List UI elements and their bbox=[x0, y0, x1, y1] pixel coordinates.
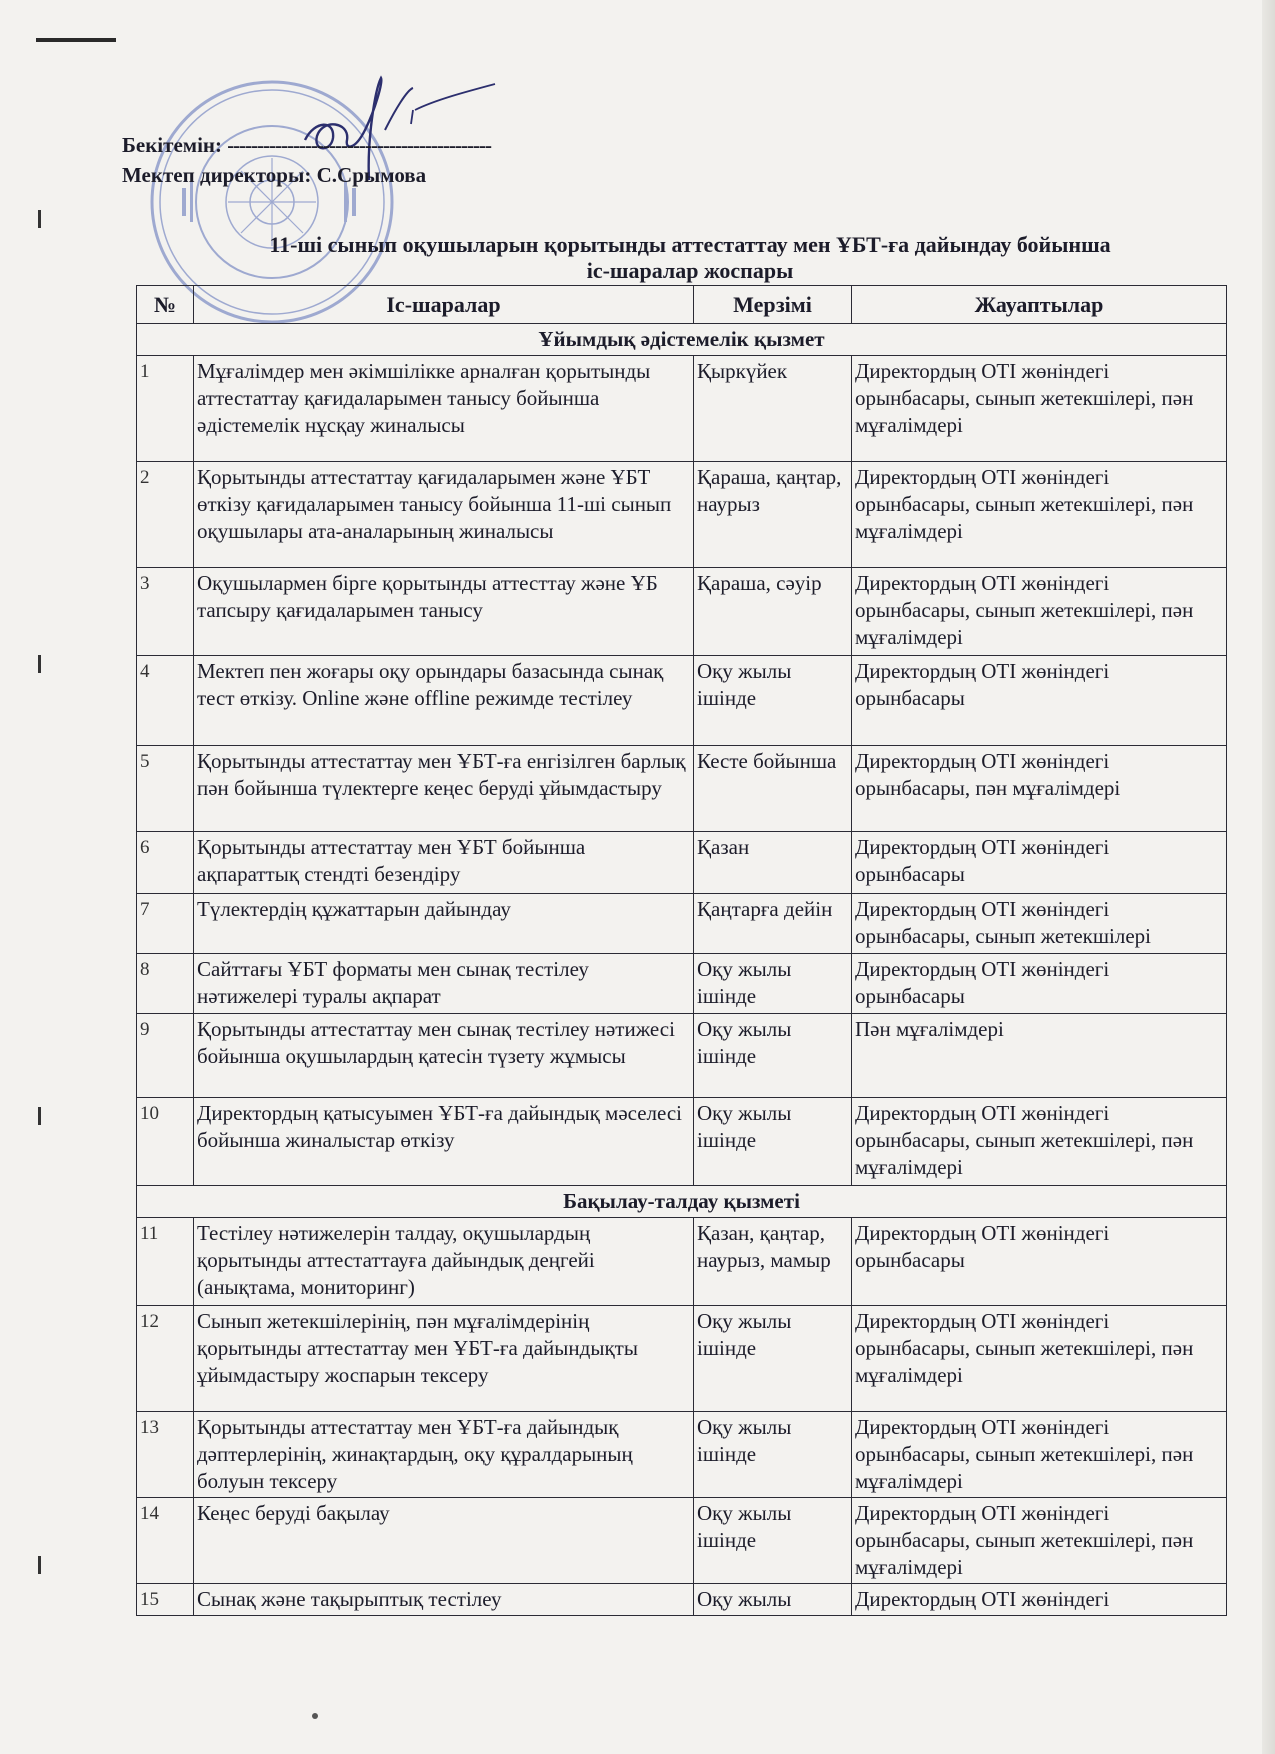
row-responsible: Директордың ОТІ жөніндегі орынбасары bbox=[852, 954, 1227, 1014]
row-number: 11 bbox=[137, 1218, 194, 1306]
signature-line: -------------------------------------------- bbox=[227, 133, 491, 157]
row-activity: Кеңес беруді бақылау bbox=[194, 1498, 694, 1584]
row-deadline: Оқу жылы ішінде bbox=[694, 1014, 852, 1098]
row-number: 7 bbox=[137, 894, 194, 954]
row-deadline: Оқу жылы ішінде bbox=[694, 1498, 852, 1584]
scan-margin-mark bbox=[38, 655, 41, 673]
row-responsible: Директордың ОТІ жөніндегі орынбасары, сынып жетекшілері, пән мұғалімдері bbox=[852, 1412, 1227, 1498]
table-row bbox=[137, 462, 1227, 568]
row-deadline: Қазан bbox=[694, 832, 852, 894]
title-line-2: іс-шаралар жоспары bbox=[586, 258, 794, 283]
row-deadline: Кесте бойынша bbox=[694, 746, 852, 832]
row-number: 2 bbox=[137, 462, 194, 568]
table-row bbox=[137, 1498, 1227, 1584]
row-number: 5 bbox=[137, 746, 194, 832]
row-number: 3 bbox=[137, 568, 194, 656]
table-row bbox=[137, 568, 1227, 656]
row-number: 1 bbox=[137, 356, 194, 462]
row-activity: Тестілеу нәтижелерін талдау, оқушылардың қорытынды аттестаттауға дайындық деңгейі (анықтама, мониторинг) bbox=[194, 1218, 694, 1306]
row-responsible: Директордың ОТІ жөніндегі орынбасары bbox=[852, 832, 1227, 894]
row-activity: Директордың қатысуымен ҰБТ-ға дайындық мәселесі бойынша жиналыстар өткізу bbox=[194, 1098, 694, 1186]
row-number: 10 bbox=[137, 1098, 194, 1186]
table-row bbox=[137, 1014, 1227, 1098]
row-number: 14 bbox=[137, 1498, 194, 1584]
table-row bbox=[137, 832, 1227, 894]
row-responsible: Директордың ОТІ жөніндегі bbox=[852, 1584, 1227, 1616]
row-number: 15 bbox=[137, 1584, 194, 1616]
row-number: 4 bbox=[137, 656, 194, 746]
row-deadline: Қараша, сәуір bbox=[694, 568, 852, 656]
row-deadline: Оқу жылы ішінде bbox=[694, 954, 852, 1014]
table-row bbox=[137, 1218, 1227, 1306]
table-row bbox=[137, 1412, 1227, 1498]
header-activities: Іс-шаралар bbox=[194, 286, 694, 324]
row-deadline: Оқу жылы ішінде bbox=[694, 1098, 852, 1186]
page-edge-shadow bbox=[1262, 0, 1275, 1754]
row-responsible: Пән мұғалімдері bbox=[852, 1014, 1227, 1098]
row-activity: Мұғалімдер мен әкімшілікке арналған қорытынды аттестаттау қағидаларымен танысу бойынша әдістемелік нұсқау жиналысы bbox=[194, 356, 694, 462]
approval-block bbox=[122, 130, 491, 190]
row-deadline: Қазан, қаңтар, наурыз, мамыр bbox=[694, 1218, 852, 1306]
row-deadline: Оқу жылы ішінде bbox=[694, 656, 852, 746]
section-title: Бақылау-талдау қызметі bbox=[137, 1186, 1227, 1218]
row-responsible: Директордың ОТІ жөніндегі орынбасары, сынып жетекшілері, пән мұғалімдері bbox=[852, 1306, 1227, 1412]
row-responsible: Директордың ОТІ жөніндегі орынбасары, сынып жетекшілері, пән мұғалімдері bbox=[852, 1098, 1227, 1186]
plan-table bbox=[136, 285, 1227, 1616]
title-line-1: 11-ші сынып оқушыларын қорытынды аттестаттау мен ҰБТ-ға дайындау бойынша bbox=[269, 232, 1111, 257]
scan-margin-mark bbox=[38, 1556, 41, 1574]
scan-dot bbox=[312, 1713, 318, 1719]
row-responsible: Директордың ОТІ жөніндегі орынбасары, сынып жетекшілері, пән мұғалімдері bbox=[852, 1498, 1227, 1584]
table-row bbox=[137, 1306, 1227, 1412]
row-activity: Түлектердің құжаттарын дайындау bbox=[194, 894, 694, 954]
table-row bbox=[137, 954, 1227, 1014]
section-title: Ұйымдық әдістемелік қызмет bbox=[137, 324, 1227, 356]
header-deadline: Мерзімі bbox=[694, 286, 852, 324]
row-responsible: Директордың ОТІ жөніндегі орынбасары, сынып жетекшілері, пән мұғалімдері bbox=[852, 356, 1227, 462]
table-row bbox=[137, 894, 1227, 954]
table-row bbox=[137, 656, 1227, 746]
row-number: 13 bbox=[137, 1412, 194, 1498]
approved-label: Бекітемін: bbox=[122, 133, 223, 157]
row-deadline: Қаңтарға дейін bbox=[694, 894, 852, 954]
row-number: 6 bbox=[137, 832, 194, 894]
header-number: № bbox=[137, 286, 194, 324]
row-activity: Қорытынды аттестаттау мен сынақ тестілеу нәтижесі бойынша оқушылардың қатесін түзету жұмысы bbox=[194, 1014, 694, 1098]
row-responsible: Директордың ОТІ жөніндегі орынбасары, сынып жетекшілері bbox=[852, 894, 1227, 954]
scan-margin-mark bbox=[38, 210, 41, 228]
row-activity: Қорытынды аттестаттау мен ҰБТ-ға енгізілген барлық пән бойынша түлектерге кеңес беруді ұйымдастыру bbox=[194, 746, 694, 832]
table-header-row bbox=[137, 286, 1227, 324]
table-row bbox=[137, 746, 1227, 832]
row-deadline: Қараша, қаңтар, наурыз bbox=[694, 462, 852, 568]
row-activity: Оқушылармен бірге қорытынды аттесттау және ҰБ тапсыру қағидаларымен танысу bbox=[194, 568, 694, 656]
document-title bbox=[190, 232, 1190, 284]
row-number: 12 bbox=[137, 1306, 194, 1412]
director-label: Мектеп директоры: bbox=[122, 163, 312, 187]
row-activity: Қорытынды аттестаттау қағидаларымен және ҰБТ өткізу қағидаларымен танысу бойынша 11-ші сынып оқушылары ата-аналарының жиналысы bbox=[194, 462, 694, 568]
row-activity: Сынақ және тақырыптық тестілеу bbox=[194, 1584, 694, 1616]
row-activity: Қорытынды аттестаттау мен ҰБТ-ға дайындық дәптерлерінің, жинақтардың, оқу құралдарының болуын тексеру bbox=[194, 1412, 694, 1498]
row-responsible: Директордың ОТІ жөніндегі орынбасары, сынып жетекшілері, пән мұғалімдері bbox=[852, 568, 1227, 656]
header-responsible: Жауаптылар bbox=[852, 286, 1227, 324]
director-line bbox=[122, 160, 491, 190]
table-row bbox=[137, 1098, 1227, 1186]
row-number: 8 bbox=[137, 954, 194, 1014]
row-responsible: Директордың ОТІ жөніндегі орынбасары bbox=[852, 656, 1227, 746]
row-activity: Сайттағы ҰБТ форматы мен сынақ тестілеу нәтижелері туралы ақпарат bbox=[194, 954, 694, 1014]
row-deadline: Қыркүйек bbox=[694, 356, 852, 462]
director-name: С.Срымова bbox=[316, 163, 427, 187]
row-responsible: Директордың ОТІ жөніндегі орынбасары, сынып жетекшілері, пән мұғалімдері bbox=[852, 462, 1227, 568]
table-row bbox=[137, 356, 1227, 462]
row-activity: Қорытынды аттестаттау мен ҰБТ бойынша ақпараттық стендті безендіру bbox=[194, 832, 694, 894]
row-responsible: Директордың ОТІ жөніндегі орынбасары, пән мұғалімдері bbox=[852, 746, 1227, 832]
approved-line bbox=[122, 130, 491, 160]
row-responsible: Директордың ОТІ жөніндегі орынбасары bbox=[852, 1218, 1227, 1306]
scan-margin-mark bbox=[38, 1107, 41, 1125]
row-deadline: Оқу жылы ішінде bbox=[694, 1412, 852, 1498]
scan-mark-line bbox=[36, 38, 116, 42]
row-activity: Сынып жетекшілерінің, пән мұғалімдерінің қорытынды аттестаттау мен ҰБТ-ға дайындықты ұйымдастыру жоспарын тексеру bbox=[194, 1306, 694, 1412]
row-deadline: Оқу жылы bbox=[694, 1584, 852, 1616]
row-activity: Мектеп пен жоғары оқу орындары базасында сынақ тест өткізу. Online және offline режимде тестілеу bbox=[194, 656, 694, 746]
row-number: 9 bbox=[137, 1014, 194, 1098]
row-deadline: Оқу жылы ішінде bbox=[694, 1306, 852, 1412]
table-row bbox=[137, 1584, 1227, 1616]
